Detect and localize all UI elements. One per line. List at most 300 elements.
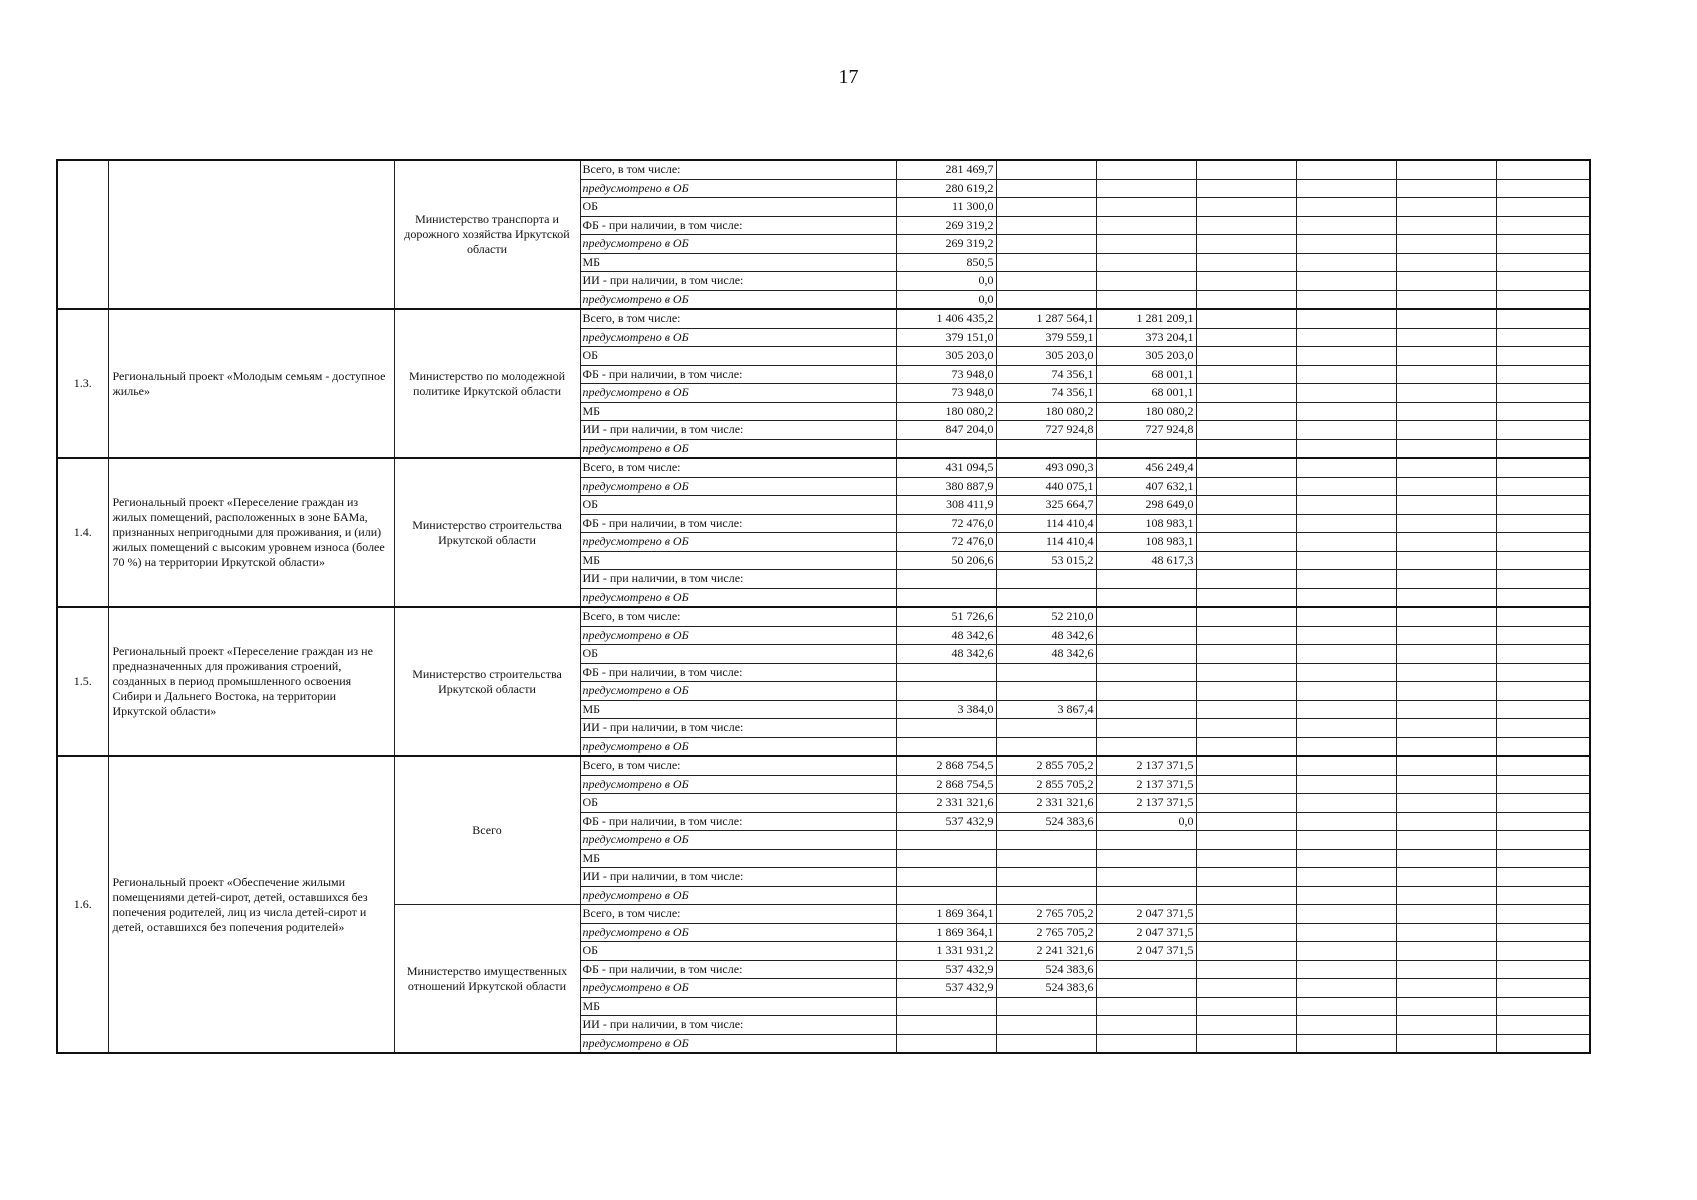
value-cell: 1 869 364,1	[896, 923, 996, 942]
value-cell	[1296, 160, 1396, 179]
value-cell	[1296, 1034, 1396, 1053]
value-cell: 48 342,6	[996, 645, 1096, 664]
value-cell	[1396, 905, 1496, 924]
value-cell	[1396, 570, 1496, 589]
value-cell: 2 331 321,6	[996, 794, 1096, 813]
value-cell	[1296, 421, 1396, 440]
value-cell	[1396, 290, 1496, 309]
value-cell	[1196, 496, 1296, 515]
funding-source: ИИ - при наличии, в том числе:	[580, 868, 896, 887]
value-cell	[1196, 886, 1296, 905]
value-cell: 114 410,4	[996, 514, 1096, 533]
value-cell	[996, 253, 1096, 272]
table-body	[57, 160, 1590, 1053]
value-cell: 2 047 371,5	[1096, 942, 1196, 961]
value-cell: 524 383,6	[996, 960, 1096, 979]
value-cell	[896, 1034, 996, 1053]
value-cell: 73 948,0	[896, 384, 996, 403]
value-cell: 407 632,1	[1096, 477, 1196, 496]
value-cell	[1096, 290, 1196, 309]
funding-source: ИИ - при наличии, в том числе:	[580, 272, 896, 291]
value-cell	[1396, 477, 1496, 496]
value-cell	[996, 682, 1096, 701]
value-cell	[1096, 607, 1196, 626]
value-cell: 1 331 931,2	[896, 942, 996, 961]
project-name: Региональный проект «Переселение граждан из жилых помещений, расположенных в зоне БАМа, признанных непригодными для проживания, и (или) жилых помещений с высоким уровнем износа (более 70 %) на территории Иркутской области»	[108, 458, 394, 607]
value-cell	[1096, 588, 1196, 607]
value-cell	[1096, 253, 1196, 272]
funding-source: предусмотрено в ОБ	[580, 831, 896, 850]
funding-source: ФБ - при наличии, в том числе:	[580, 365, 896, 384]
value-cell: 280 619,2	[896, 179, 996, 198]
value-cell: 537 432,9	[896, 979, 996, 998]
funding-source: предусмотрено в ОБ	[580, 682, 896, 701]
value-cell	[1396, 272, 1496, 291]
value-cell	[1396, 849, 1496, 868]
value-cell	[1096, 700, 1196, 719]
value-cell	[1296, 402, 1396, 421]
value-cell	[1396, 439, 1496, 458]
value-cell	[1196, 812, 1296, 831]
value-cell: 3 384,0	[896, 700, 996, 719]
value-cell	[1396, 1034, 1496, 1053]
value-cell	[1196, 700, 1296, 719]
value-cell	[1196, 235, 1296, 254]
executor-name: Министерство транспорта и дорожного хозяйства Иркутской области	[394, 160, 580, 309]
value-cell	[1496, 645, 1590, 664]
value-cell: 493 090,3	[996, 458, 1096, 477]
value-cell	[1496, 626, 1590, 645]
value-cell	[1496, 402, 1590, 421]
value-cell	[996, 663, 1096, 682]
value-cell: 281 469,7	[896, 160, 996, 179]
value-cell: 114 410,4	[996, 533, 1096, 552]
value-cell: 2 241 321,6	[996, 942, 1096, 961]
value-cell: 456 249,4	[1096, 458, 1196, 477]
funding-source: Всего, в том числе:	[580, 160, 896, 179]
funding-source: предусмотрено в ОБ	[580, 737, 896, 756]
value-cell	[1296, 570, 1396, 589]
value-cell	[1096, 960, 1196, 979]
value-cell	[1296, 812, 1396, 831]
executor-name: Министерство строительства Иркутской области	[394, 607, 580, 756]
value-cell: 0,0	[1096, 812, 1196, 831]
value-cell: 2 137 371,5	[1096, 794, 1196, 813]
funding-source: ФБ - при наличии, в том числе:	[580, 216, 896, 235]
value-cell: 3 867,4	[996, 700, 1096, 719]
value-cell	[1296, 365, 1396, 384]
value-cell	[996, 570, 1096, 589]
value-cell	[1496, 235, 1590, 254]
value-cell	[1496, 607, 1590, 626]
value-cell	[1496, 905, 1590, 924]
value-cell	[1296, 290, 1396, 309]
funding-source: ФБ - при наличии, в том числе:	[580, 812, 896, 831]
value-cell	[1296, 868, 1396, 887]
value-cell	[1096, 272, 1196, 291]
value-cell	[1296, 533, 1396, 552]
value-cell	[1296, 719, 1396, 738]
value-cell	[1396, 719, 1496, 738]
value-cell	[1396, 868, 1496, 887]
value-cell: 52 210,0	[996, 607, 1096, 626]
value-cell	[1196, 960, 1296, 979]
value-cell	[1196, 905, 1296, 924]
value-cell	[1096, 160, 1196, 179]
funding-source: МБ	[580, 700, 896, 719]
value-cell	[996, 216, 1096, 235]
value-cell	[996, 737, 1096, 756]
value-cell	[996, 160, 1096, 179]
value-cell	[1296, 979, 1396, 998]
value-cell	[896, 1016, 996, 1035]
funding-source: предусмотрено в ОБ	[580, 923, 896, 942]
value-cell: 50 206,6	[896, 551, 996, 570]
funding-source: МБ	[580, 253, 896, 272]
value-cell	[1196, 439, 1296, 458]
value-cell	[1496, 216, 1590, 235]
value-cell	[996, 439, 1096, 458]
value-cell	[1496, 347, 1590, 366]
value-cell	[1196, 570, 1296, 589]
value-cell: 180 080,2	[896, 402, 996, 421]
value-cell	[1096, 682, 1196, 701]
value-cell	[1496, 923, 1590, 942]
value-cell	[1396, 402, 1496, 421]
value-cell	[1396, 775, 1496, 794]
value-cell	[1196, 514, 1296, 533]
value-cell	[1196, 421, 1296, 440]
value-cell: 108 983,1	[1096, 533, 1196, 552]
value-cell	[1096, 868, 1196, 887]
value-cell	[1196, 979, 1296, 998]
value-cell: 305 203,0	[996, 347, 1096, 366]
value-cell	[1496, 997, 1590, 1016]
funding-source: предусмотрено в ОБ	[580, 179, 896, 198]
value-cell	[1496, 812, 1590, 831]
value-cell	[1296, 179, 1396, 198]
value-cell	[1496, 775, 1590, 794]
value-cell	[1196, 719, 1296, 738]
value-cell	[1096, 570, 1196, 589]
value-cell	[1196, 198, 1296, 217]
value-cell: 269 319,2	[896, 216, 996, 235]
value-cell	[1496, 1034, 1590, 1053]
value-cell	[1296, 477, 1396, 496]
value-cell	[896, 570, 996, 589]
value-cell	[1296, 737, 1396, 756]
value-cell	[896, 737, 996, 756]
funding-source: предусмотрено в ОБ	[580, 626, 896, 645]
value-cell	[1196, 477, 1296, 496]
value-cell: 1 281 209,1	[1096, 309, 1196, 328]
row-number: 1.4.	[57, 458, 108, 607]
value-cell: 0,0	[896, 290, 996, 309]
value-cell	[996, 1034, 1096, 1053]
value-cell	[1196, 1034, 1296, 1053]
value-cell	[1396, 253, 1496, 272]
value-cell: 524 383,6	[996, 812, 1096, 831]
value-cell	[896, 682, 996, 701]
value-cell	[1496, 272, 1590, 291]
value-cell	[1196, 347, 1296, 366]
value-cell	[1496, 756, 1590, 775]
value-cell	[1396, 328, 1496, 347]
row-number: 1.3.	[57, 309, 108, 458]
value-cell: 2 047 371,5	[1096, 923, 1196, 942]
value-cell	[1196, 328, 1296, 347]
value-cell: 298 649,0	[1096, 496, 1196, 515]
value-cell	[1496, 868, 1590, 887]
value-cell: 11 300,0	[896, 198, 996, 217]
funding-source: Всего, в том числе:	[580, 756, 896, 775]
value-cell	[1296, 1016, 1396, 1035]
value-cell	[1496, 421, 1590, 440]
funding-source: ОБ	[580, 198, 896, 217]
value-cell	[996, 198, 1096, 217]
funding-source: ИИ - при наличии, в том числе:	[580, 1016, 896, 1035]
value-cell	[896, 997, 996, 1016]
funding-source: МБ	[580, 551, 896, 570]
value-cell	[1096, 737, 1196, 756]
value-cell	[1296, 942, 1396, 961]
value-cell	[1296, 551, 1396, 570]
value-cell: 380 887,9	[896, 477, 996, 496]
value-cell	[896, 439, 996, 458]
value-cell	[1296, 607, 1396, 626]
value-cell	[1196, 384, 1296, 403]
funding-source: ИИ - при наличии, в том числе:	[580, 719, 896, 738]
funding-source: Всего, в том числе:	[580, 607, 896, 626]
value-cell	[996, 290, 1096, 309]
value-cell	[1096, 979, 1196, 998]
value-cell	[1196, 1016, 1296, 1035]
funding-source: ИИ - при наличии, в том числе:	[580, 570, 896, 589]
row-number	[57, 160, 108, 309]
page-number: 17	[838, 66, 859, 88]
value-cell	[996, 849, 1096, 868]
value-cell	[1196, 626, 1296, 645]
value-cell	[1296, 645, 1396, 664]
value-cell: 180 080,2	[1096, 402, 1196, 421]
value-cell: 48 342,6	[996, 626, 1096, 645]
value-cell	[1096, 439, 1196, 458]
value-cell	[1496, 588, 1590, 607]
value-cell	[1196, 849, 1296, 868]
value-cell	[1396, 365, 1496, 384]
value-cell	[1396, 1016, 1496, 1035]
funding-source: Всего, в том числе:	[580, 458, 896, 477]
value-cell: 2 765 705,2	[996, 923, 1096, 942]
value-cell	[1196, 365, 1296, 384]
value-cell: 180 080,2	[996, 402, 1096, 421]
value-cell: 1 406 435,2	[896, 309, 996, 328]
value-cell	[896, 868, 996, 887]
value-cell: 850,5	[896, 253, 996, 272]
value-cell: 51 726,6	[896, 607, 996, 626]
value-cell	[1396, 645, 1496, 664]
value-cell	[1396, 812, 1496, 831]
value-cell: 2 868 754,5	[896, 775, 996, 794]
value-cell	[1196, 737, 1296, 756]
funding-source: предусмотрено в ОБ	[580, 235, 896, 254]
value-cell: 727 924,8	[996, 421, 1096, 440]
value-cell	[1296, 309, 1396, 328]
value-cell: 48 342,6	[896, 626, 996, 645]
value-cell	[1296, 496, 1396, 515]
value-cell: 440 075,1	[996, 477, 1096, 496]
value-cell	[1496, 831, 1590, 850]
value-cell: 1 287 564,1	[996, 309, 1096, 328]
value-cell: 2 137 371,5	[1096, 775, 1196, 794]
value-cell	[1196, 682, 1296, 701]
table-row	[57, 309, 1590, 328]
value-cell: 72 476,0	[896, 533, 996, 552]
value-cell	[1096, 179, 1196, 198]
value-cell	[1496, 794, 1590, 813]
value-cell	[1196, 588, 1296, 607]
value-cell	[1196, 216, 1296, 235]
executor-name: Министерство по молодежной политике Иркутской области	[394, 309, 580, 458]
value-cell	[1496, 570, 1590, 589]
value-cell	[896, 849, 996, 868]
value-cell	[1096, 849, 1196, 868]
value-cell	[1396, 756, 1496, 775]
value-cell	[1296, 328, 1396, 347]
value-cell	[1096, 645, 1196, 664]
value-cell	[1296, 626, 1396, 645]
value-cell	[1196, 272, 1296, 291]
value-cell	[1396, 886, 1496, 905]
value-cell	[1396, 960, 1496, 979]
value-cell	[1396, 997, 1496, 1016]
value-cell	[1196, 533, 1296, 552]
value-cell	[1096, 997, 1196, 1016]
value-cell	[1496, 719, 1590, 738]
value-cell	[1396, 700, 1496, 719]
value-cell	[1396, 160, 1496, 179]
value-cell	[996, 719, 1096, 738]
project-name: Региональный проект «Обеспечение жилыми помещениями детей-сирот, детей, оставшихся без попечения родителей, лиц из числа детей-сирот и детей, оставшихся без попечения родителей»	[108, 756, 394, 1053]
funding-source: ФБ - при наличии, в том числе:	[580, 663, 896, 682]
value-cell	[1496, 551, 1590, 570]
project-name: Региональный проект «Молодым семьям - доступное жилье»	[108, 309, 394, 458]
value-cell	[1496, 886, 1590, 905]
value-cell	[1396, 682, 1496, 701]
value-cell	[1396, 384, 1496, 403]
executor-name: Всего	[394, 756, 580, 905]
value-cell	[1096, 1016, 1196, 1035]
value-cell: 2 765 705,2	[996, 905, 1096, 924]
value-cell	[1296, 923, 1396, 942]
value-cell	[1296, 960, 1396, 979]
value-cell	[1096, 1034, 1196, 1053]
value-cell	[1496, 663, 1590, 682]
value-cell: 74 356,1	[996, 384, 1096, 403]
value-cell	[1396, 458, 1496, 477]
funding-source: ФБ - при наличии, в том числе:	[580, 960, 896, 979]
value-cell	[996, 272, 1096, 291]
value-cell	[996, 1016, 1096, 1035]
funding-source: Всего, в том числе:	[580, 309, 896, 328]
funding-source: предусмотрено в ОБ	[580, 979, 896, 998]
value-cell	[1296, 216, 1396, 235]
funding-source: МБ	[580, 849, 896, 868]
value-cell: 73 948,0	[896, 365, 996, 384]
value-cell	[1196, 160, 1296, 179]
value-cell: 2 047 371,5	[1096, 905, 1196, 924]
value-cell: 74 356,1	[996, 365, 1096, 384]
value-cell: 48 342,6	[896, 645, 996, 664]
value-cell: 325 664,7	[996, 496, 1096, 515]
funding-source: ОБ	[580, 347, 896, 366]
funding-source: Всего, в том числе:	[580, 905, 896, 924]
value-cell	[996, 997, 1096, 1016]
value-cell	[1496, 160, 1590, 179]
budget-table	[56, 159, 1591, 1054]
value-cell	[996, 588, 1096, 607]
funding-source: ФБ - при наличии, в том числе:	[580, 514, 896, 533]
value-cell: 269 319,2	[896, 235, 996, 254]
executor-name: Министерство имущественных отношений Иркутской области	[394, 905, 580, 1054]
funding-source: предусмотрено в ОБ	[580, 533, 896, 552]
value-cell	[1496, 290, 1590, 309]
value-cell	[1496, 384, 1590, 403]
value-cell: 431 094,5	[896, 458, 996, 477]
value-cell: 537 432,9	[896, 812, 996, 831]
value-cell	[1396, 607, 1496, 626]
value-cell: 2 331 321,6	[896, 794, 996, 813]
value-cell	[1496, 477, 1590, 496]
value-cell	[1396, 533, 1496, 552]
funding-source: ОБ	[580, 496, 896, 515]
funding-source: предусмотрено в ОБ	[580, 290, 896, 309]
value-cell	[1196, 458, 1296, 477]
executor-name: Министерство строительства Иркутской области	[394, 458, 580, 607]
value-cell	[1496, 198, 1590, 217]
value-cell	[1196, 756, 1296, 775]
value-cell: 2 855 705,2	[996, 756, 1096, 775]
value-cell: 2 137 371,5	[1096, 756, 1196, 775]
value-cell	[1096, 663, 1196, 682]
value-cell: 2 868 754,5	[896, 756, 996, 775]
value-cell	[1396, 794, 1496, 813]
value-cell: 379 151,0	[896, 328, 996, 347]
value-cell	[1496, 179, 1590, 198]
funding-source: предусмотрено в ОБ	[580, 328, 896, 347]
value-cell: 379 559,1	[996, 328, 1096, 347]
value-cell	[1196, 551, 1296, 570]
value-cell	[1496, 365, 1590, 384]
value-cell	[1296, 439, 1396, 458]
value-cell	[1196, 794, 1296, 813]
value-cell	[1396, 923, 1496, 942]
value-cell: 72 476,0	[896, 514, 996, 533]
value-cell	[1496, 253, 1590, 272]
funding-source: предусмотрено в ОБ	[580, 886, 896, 905]
value-cell	[1396, 347, 1496, 366]
value-cell	[1196, 831, 1296, 850]
value-cell	[896, 663, 996, 682]
value-cell	[1396, 979, 1496, 998]
funding-source: МБ	[580, 997, 896, 1016]
value-cell	[1496, 682, 1590, 701]
value-cell	[1196, 309, 1296, 328]
funding-source: предусмотрено в ОБ	[580, 1034, 896, 1053]
value-cell	[1396, 421, 1496, 440]
table-row	[57, 756, 1590, 775]
value-cell	[1196, 775, 1296, 794]
